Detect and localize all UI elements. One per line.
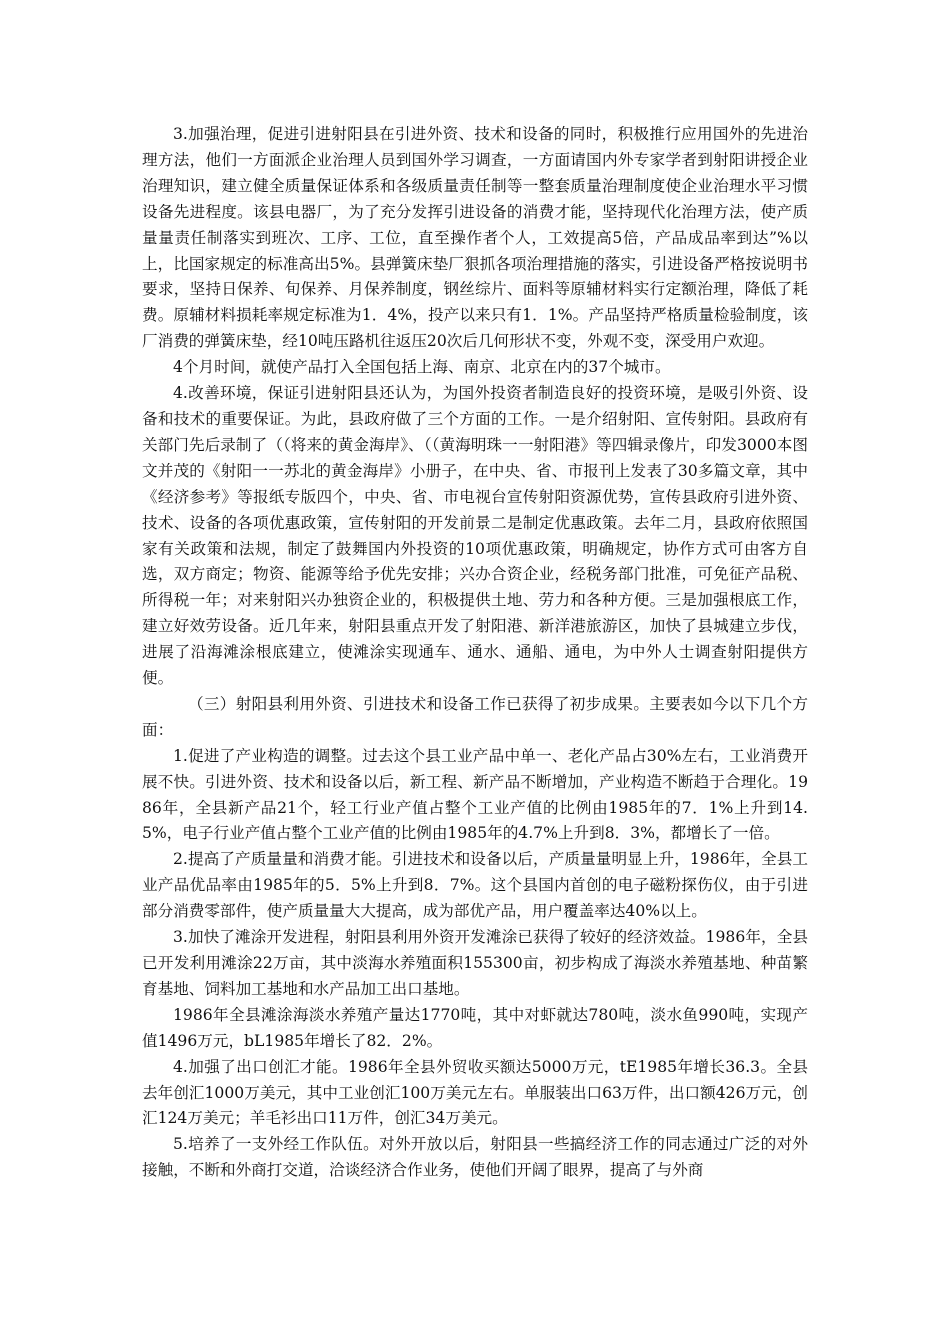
paragraph-foreign-economic-team: 5.培养了一支外经工作队伍。对外开放以后，射阳县一些搞经济工作的同志通过广泛的对外接触，不断和外商打交道，洽谈经济合作业务，使他们开阔了眼界，提高了与外商 (142, 1135, 808, 1180)
paragraph-market-expansion: 4个月时间，就使产品打入全国包括上海、南京、北京在内的37个城市。 (173, 358, 671, 377)
paragraph-improve-environment: 4.改善环境，保证引进射阳县还认为，为国外投资者制造良好的投资环境，是吸引外资、设备和技术的重要保证。为此，县政府做了三个方面的工作。一是介绍射阳、宣传射阳。县政府有关部门先后录制了（（将来的黄金海岸》、（（黄海明珠一一射阳港》等四辑录像片，印发3000本图文并茂的《射阳一一苏北的黄金海岸》小册子，在中央、省、市报刊上发表了30多篇文章，其中《经济参考》等报纸专版四个，中央、省、市电视台宣传射阳资源优势，宣传县政府引进外资、技术、设备的各项优惠政策，宣传射阳的开发前景二是制定优惠政策。去年二月，县政府依照国家有关政策和法规，制定了鼓舞国内外投资的10项优惠政策，明确规定，协作方式可由客方自选，双方商定；物资、能源等给予优先安排；兴办合资企业，经税务部门批准，可免征产品税、所得税一年；对来射阳兴办独资企业的，积极提供土地、劳力和各种方便。三是加强根底工作，建立好效劳设备。近几年来，射阳县重点开发了射阳港、新洋港旅游区，加快了县城建立步伐，进展了沿海滩涂根底建立，使滩涂实现通车、通水、通船、通电，为中外人士调查射阳提供方便。 (142, 384, 808, 688)
section-heading-results: （三）射阳县利用外资、引进技术和设备工作已获得了初步成果。主要表如今以下几个方面： (142, 694, 808, 739)
paragraph-tidal-flat-development: 3.加快了滩涂开发进程，射阳县利用外资开发滩涂已获得了较好的经济效益。1986年，全县已开发利用滩涂22万亩，其中淡海水养殖面积155300亩，初步构成了海淡水养殖基地、种苗繁育基地、饲料加工基地和水产品加工出口基地。 (142, 928, 808, 998)
document-body (142, 122, 808, 1184)
paragraph-product-quality: 2.提高了产质量量和消费才能。引进技术和设备以后，产质量量明显上升，1986年，全县工业产品优品率由1985年的5．5%上升到8．7%。这个县国内首创的电子磁粉探伤仪，由于引进部分消费零部件，使产质量量大大提高，成为部优产品，用户覆盖率达40%以上。 (142, 850, 808, 921)
paragraph-industry-structure: 1.促进了产业构造的调整。过去这个县工业产品中单一、老化产品占30%左右，工业消费开展不快。引进外资、技术和设备以后，新工程、新产品不断增加，产业构造不断趋于合理化。1986年，全县新产品21个，轻工行业产值占整个工业产值的比例由1985年的7．1%上升到14.5%，电子行业产值占整个工业产值的比例由1985年的4.7%上升到8．3%，都增长了一倍。 (142, 746, 808, 843)
paragraph-strengthen-management: 3.加强治理，促进引进射阳县在引进外资、技术和设备的同时，积极推行应用国外的先进治理方法，他们一方面派企业治理人员到国外学习调查，一方面请国内外专家学者到射阳讲授企业治理知识，建立健全质量保证体系和各级质量责任制等一整套质量治理制度使企业治理水平习惯设备先进程度。该县电器厂，为了充分发挥引进设备的消费才能，坚持现代化治理方法，使产质量量责任制落实到班次、工序、工位，直至操作者个人，工效提高5倍，产品成品率到达”%以上，比国家规定的标准高出5%。县弹簧床垫厂狠抓各项治理措施的落实，引进设备严格按说明书要求，坚持日保养、旬保养、月保养制度，钢丝综片、面料等原辅材料实行定额治理，降低了耗费。原辅材料损耗率规定标准为1．4%，投产以来只有1．1%。产品坚持严格质量检验制度，该厂消费的弹簧床垫，经10吨压路机往返压20次后几何形状不变，外观不变，深受用户欢迎。 (142, 125, 808, 351)
paragraph-aquaculture-output: 1986年全县滩涂海淡水养殖产量达1770吨，其中对虾就达780吨，淡水鱼990吨，实现产值1496万元，bL1985年增长了82．2%。 (142, 1005, 808, 1050)
paragraph-export-earnings: 4.加强了出口创汇才能。1986年全县外贸收买额达5000万元，tE1985年增长36.3。全县去年创汇1000万美元，其中工业创汇100万美元左右。单服装出口63万件，出口额426万元，创汇124万美元；羊毛衫出口11万件，创汇34万美元。 (142, 1057, 808, 1128)
